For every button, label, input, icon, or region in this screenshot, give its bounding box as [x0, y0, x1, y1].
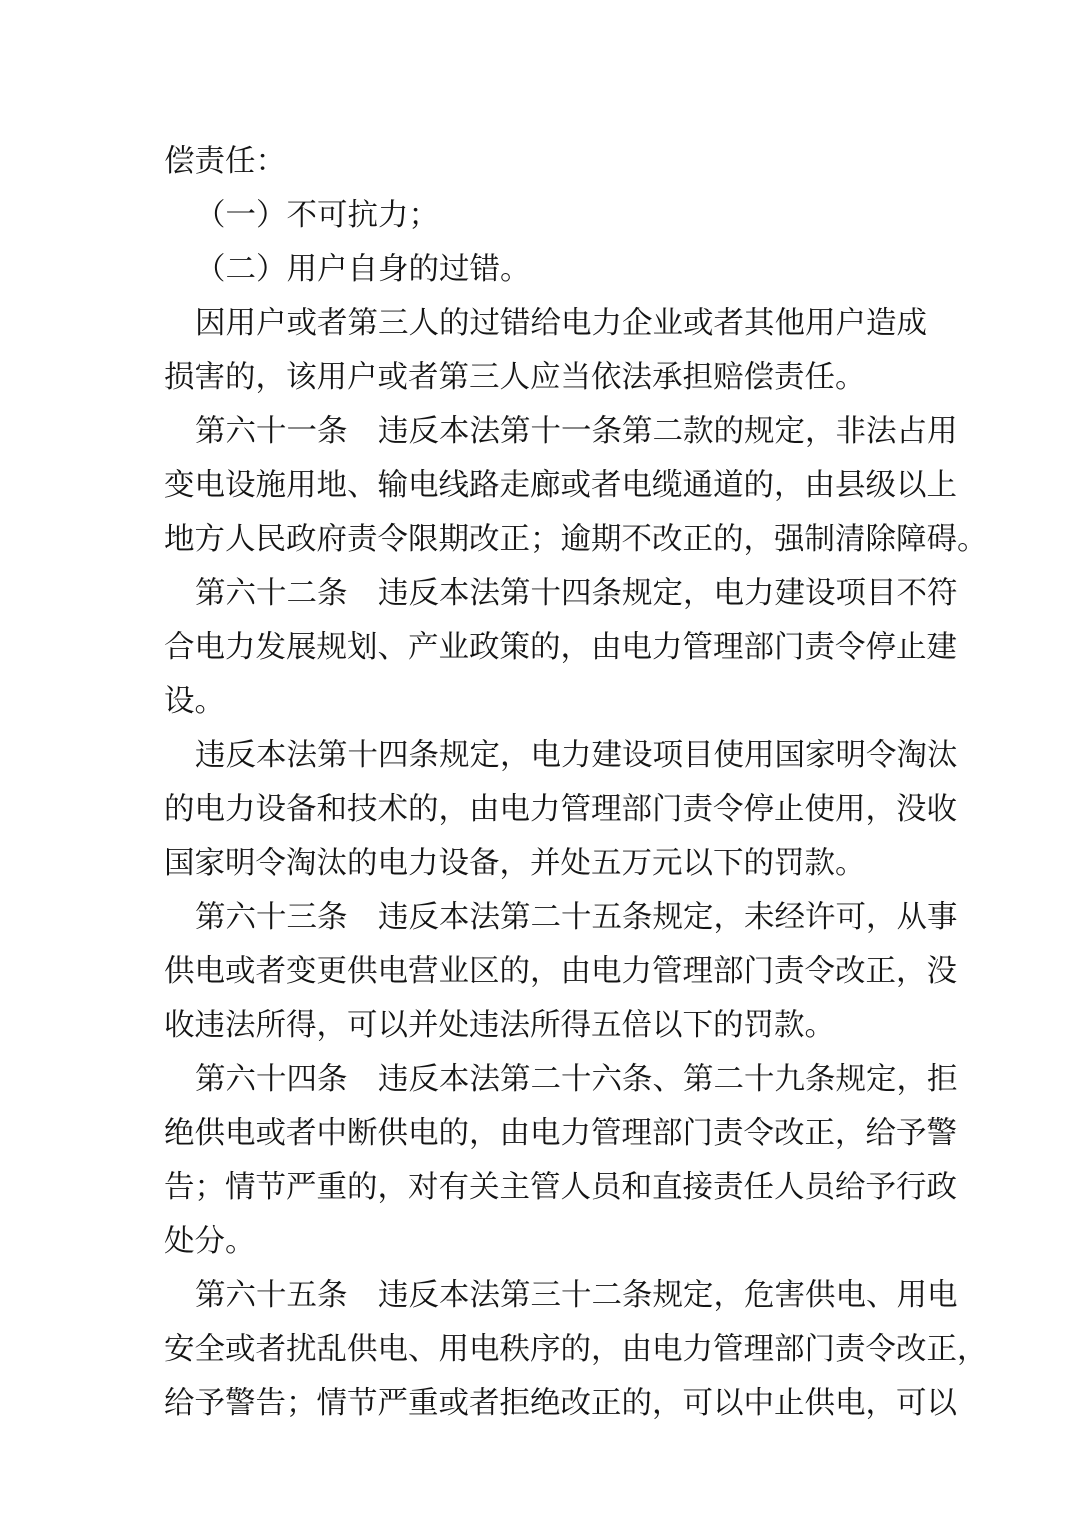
text-line: 违反本法第十四条规定，电力建设项目使用国家明令淘汰 [195, 738, 958, 773]
text-line: 的电力设备和技术的，由电力管理部门责令停止使用，没收 [164, 792, 957, 827]
text-line: 偿责任： [164, 144, 286, 179]
text-line: 第六十五条 违反本法第三十二条规定，危害供电、用电 [195, 1278, 958, 1313]
text-line: 第六十四条 违反本法第二十六条、第二十九条规定，拒 [195, 1062, 958, 1097]
text-line: 设。 [164, 684, 225, 719]
text-line: 收违法所得，可以并处违法所得五倍以下的罚款。 [164, 1008, 835, 1043]
text-line: 绝供电或者中断供电的，由电力管理部门责令改正，给予警 [164, 1116, 957, 1151]
text-line: 第六十一条 违反本法第十一条第二款的规定，非法占用 [195, 414, 958, 449]
text-line: 处分。 [164, 1224, 256, 1259]
text-line: 第六十三条 违反本法第二十五条规定，未经许可，从事 [195, 900, 958, 935]
text-line: （一）不可抗力； [195, 198, 439, 233]
text-line: 供电或者变更供电营业区的，由电力管理部门责令改正，没 [164, 954, 957, 989]
text-line: 合电力发展规划、产业政策的，由电力管理部门责令停止建 [164, 630, 957, 665]
text-line: 变电设施用地、输电线路走廊或者电缆通道的，由县级以上 [164, 468, 957, 503]
text-line: 国家明令淘汰的电力设备，并处五万元以下的罚款。 [164, 846, 866, 881]
text-line: 地方人民政府责令限期改正；逾期不改正的，强制清除障碍。 [164, 522, 988, 557]
text-line: （二）用户自身的过错。 [195, 252, 531, 287]
text-line: 给予警告；情节严重或者拒绝改正的，可以中止供电，可以 [164, 1386, 957, 1421]
text-line: 损害的，该用户或者第三人应当依法承担赔偿责任。 [164, 360, 866, 395]
text-line: 第六十二条 违反本法第十四条规定，电力建设项目不符 [195, 576, 958, 611]
text-line: 因用户或者第三人的过错给电力企业或者其他用户造成 [195, 306, 927, 341]
text-line: 安全或者扰乱供电、用电秩序的，由电力管理部门责令改正， [164, 1332, 988, 1367]
text-line: 告；情节严重的，对有关主管人员和直接责任人员给予行政 [164, 1170, 957, 1205]
